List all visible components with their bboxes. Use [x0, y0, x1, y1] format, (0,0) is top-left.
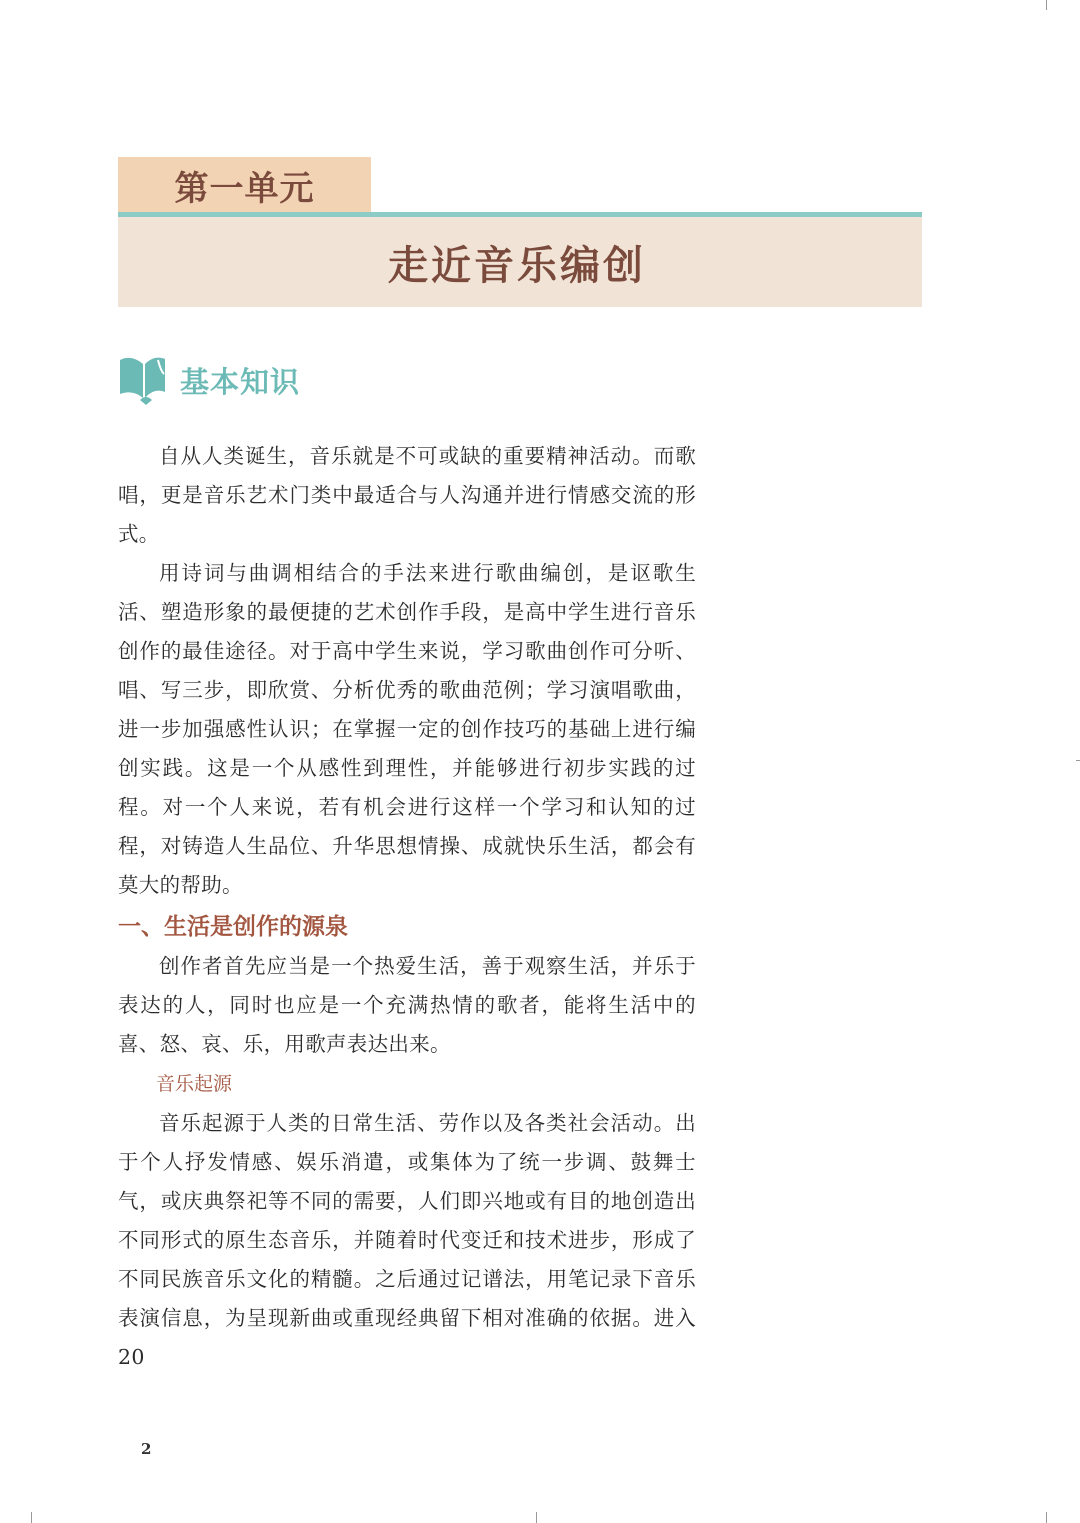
book-icon	[118, 354, 172, 406]
section-label: 基本知识	[180, 364, 301, 399]
paragraph: 用诗词与曲调相结合的手法来进行歌曲编创，是讴歌生活、塑造形象的最便捷的艺术创作手段，是高中学生进行音乐创作的最佳途径。对于高中学生来说，学习歌曲创作可分听、唱、写三步，即欣赏、分析优秀的歌曲范例；学习演唱歌曲，进一步加强感性认识；在掌握一定的创作技巧的基础上进行编创实践。这是一个从感性到理性，并能够进行初步实践的过程。对一个人来说，若有机会进行这样一个学习和认知的过程，对铸造人生品位、升华思想情操、成就快乐生活，都会有莫大的帮助。	[118, 561, 696, 897]
page-number: 2	[141, 1440, 152, 1458]
crop-mark-bottom-left	[31, 1512, 32, 1523]
paragraph: 自从人类诞生，音乐就是不可或缺的重要精神活动。而歌唱，更是音乐艺术门类中最适合与人沟通并进行情感交流的形式。	[118, 444, 696, 546]
crop-mark-top-right	[1046, 0, 1047, 10]
unit-title-banner	[118, 217, 922, 307]
subsection-heading: 一、生活是创作的源泉	[118, 914, 348, 940]
paragraph: 音乐起源于人类的日常生活、劳作以及各类社会活动。出于个人抒发情感、娱乐消遣，或集体为了统一步调、鼓舞士气，或庆典祭祀等不同的需要，人们即兴地或有目的地创造出不同形式的原生态音乐，并随着时代变迁和技术进步，形成了不同民族音乐文化的精髓。之后通过记谱法，用笔记录下音乐表演信息，为呈现新曲或重现经典留下相对准确的依据。进入20	[118, 1111, 696, 1369]
unit-label: 第一单元	[118, 157, 371, 213]
crop-mark-bottom-mid	[536, 1512, 537, 1523]
body-text	[118, 437, 696, 1377]
paragraph: 创作者首先应当是一个热爱生活，善于观察生活，并乐于表达的人，同时也应是一个充满热情的歌者，能将生活中的喜、怒、哀、乐，用歌声表达出来。	[118, 954, 696, 1056]
crop-mark-bottom-right	[1046, 1512, 1047, 1523]
topic-heading: 音乐起源	[156, 1073, 233, 1095]
section-heading	[118, 352, 300, 408]
crop-mark-right-mid	[1076, 760, 1080, 761]
unit-title: 走近音乐编创	[388, 242, 646, 289]
